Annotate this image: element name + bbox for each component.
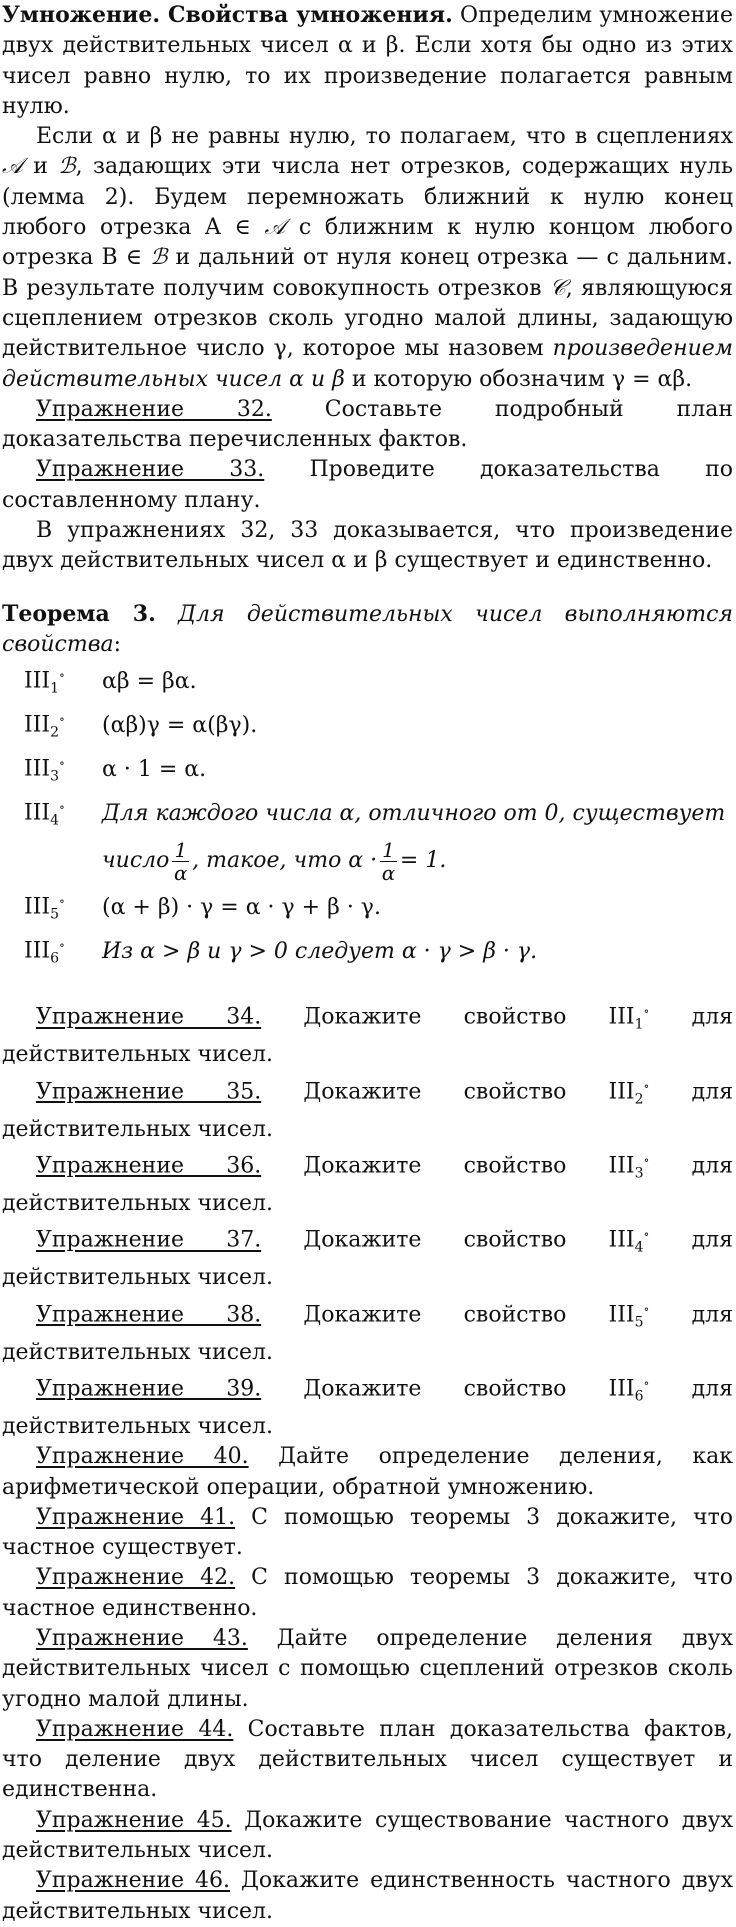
exercise-text: С помощью теоремы 3 докажите, что частное единственно. [2,1565,733,1621]
exercise-text: Составьте план доказательства фактов, что деление двух действительных чисел существует и единственна. [2,1716,733,1803]
property-row [24,792,733,836]
exercise-text: Докажите свойство III [261,1153,635,1179]
exercise-text: Дайте определение деления, как арифметической операции, обратной умножению. [2,1444,734,1500]
exercise-paragraph [2,1145,733,1219]
symbol-script-b: ℬ [150,245,168,271]
exercise-text: Проведите доказательства по составленному плану. [2,457,733,513]
exercise-paragraph [2,1368,733,1442]
property-subscript: 2 [634,1091,644,1108]
property-row [24,660,733,704]
exercise-label: Упражнение 34. [36,1004,262,1030]
property-circle-mark: ∘ [643,1152,650,1167]
symbol-script-a: 𝒜 [2,154,23,180]
property-row [24,930,733,974]
property-formula: Из α > β и γ > 0 следует α · γ > β · γ. [102,938,538,964]
exercise-text: Докажите свойство III [261,1004,635,1030]
exercise-text: для действительных чисел. [2,1153,733,1216]
exercise-paragraph [2,996,733,1070]
exercise-paragraph [2,1071,733,1145]
exercise-group-a [2,395,733,516]
property-subscript: 1 [50,680,59,697]
exercise-label: Упражнение 44. [36,1716,234,1742]
property-circle-mark: ∘ [59,800,65,815]
property-circle-mark: ∘ [643,1301,650,1316]
property-circle-mark: ∘ [643,1375,650,1390]
property-circle-mark: ∘ [59,938,65,953]
property-row [24,886,733,930]
property-label: $III_2^\circ$ [24,712,65,741]
exercise-label: Упражнение 46. [36,1868,231,1894]
property-formula: Для каждого числа α, отличного от 0, существует [102,800,726,826]
fraction-denominator: α [174,860,188,885]
exercise-paragraph [2,1442,733,1503]
exercise-text: С помощью теоремы 3 докажите, что частное существует. [2,1504,733,1561]
section-title: Умножение. Свойства умножения. [2,2,453,28]
exercise-text: Составьте подробный план доказательства перечисленных фактов. [2,396,733,453]
property-circle-mark: ∘ [643,1227,650,1242]
exercise-paragraph [2,1866,733,1927]
property-subscript: 6 [634,1388,644,1405]
property-label: $III_4^\circ$ [24,800,65,829]
symbol-script-a: 𝒜 [264,215,286,241]
exercise-text: для действительных чисел. [2,1301,733,1365]
property-label: $III_5^\circ$ [24,894,65,924]
property-formula: (αβ)γ = α(βγ). [102,712,258,738]
exercise-paragraph [2,455,733,516]
exercise-text: Докажите свойство III [261,1227,635,1253]
exercise-text: для действительных чисел. [2,1004,733,1068]
definition-text-5: и дальний от нуля конец отрезка — с дальним. В результате получим совокупность отрезков [2,245,733,301]
property-label: $III_3^\circ$ [24,756,65,785]
fraction-one-over-alpha [380,839,397,884]
exercise-label: Упражнение 41. [36,1504,236,1530]
exercise-text: для действительных чисел. [2,1376,733,1439]
property-subscript: 2 [50,724,59,741]
exercise-label: Упражнение 45. [36,1807,232,1833]
intro-paragraph [2,0,733,122]
property-formula: (α + β) · γ = α · γ + β · γ. [102,894,381,920]
exercise-paragraph [2,1219,733,1293]
exercise-group-b [2,996,733,1442]
theorem-colon: : [113,631,122,657]
exercise-group-c [2,1442,733,1927]
symbol-script-c: 𝒞 [549,275,566,301]
property-circle-mark: ∘ [59,756,65,771]
exercise-paragraph [2,1563,733,1624]
property-circle-mark: ∘ [643,1004,650,1019]
exercise-text: Докажите существование частного двух действительных чисел. [2,1807,734,1864]
property-subscript: 1 [634,1017,644,1034]
property-circle-mark: ∘ [59,894,65,909]
property-4-continuation [102,836,733,886]
exercise-label: Упражнение 38. [36,1301,262,1327]
exercise-paragraph [2,1503,733,1564]
theorem-statement [2,599,733,661]
remark-paragraph: В упражнениях 32, 33 доказывается, что произведение двух действительных чисел α и β существует и единственно. [2,518,733,574]
exercise-text: для действительных чисел. [2,1227,733,1291]
exercise-paragraph [2,1715,733,1806]
exercise-text: Докажите свойство III [261,1078,635,1104]
definition-text-4: с ближним к нулю концом любого отрезка B ∈ [2,215,734,271]
property-subscript: 4 [634,1239,644,1256]
exercise-label: Упражнение 32. [36,396,272,422]
property-circle-mark: ∘ [643,1078,650,1093]
exercise-label: Упражнение 40. [36,1444,249,1470]
definition-text-6: , являющуюся сцеплением отрезков сколь угодно малой длины, задающую действительное число γ, которое мы назовем [2,275,733,362]
exercise-label: Упражнение 42. [36,1565,236,1591]
fraction-numerator: 1 [382,837,395,862]
intro-text: Определим умножение двух действительных чисел α и β. Если хотя бы одно из этих чисел равно нулю, то их произведение полагается равным нулю. [2,3,733,119]
definition-text-7: и которую обозначим γ = αβ. [344,366,693,392]
exercise-label: Упражнение 43. [36,1625,248,1651]
exercise-paragraph [2,1294,733,1368]
property-subscript: 5 [50,907,59,924]
exercise-text: Докажите единственность частного двух действительных чисел. [2,1868,733,1924]
definition-text-2: и [22,154,59,180]
property-circle-mark: ∘ [59,668,65,683]
property-label: $III_1^\circ$ [24,668,65,697]
exercise-paragraph [2,1624,733,1715]
property-row [24,704,733,748]
exercise-text: Дайте определение деления двух действительных чисел с помощью сцеплений отрезков сколь угодно малой длины. [2,1625,734,1712]
property-4-text: , такое, что α · [192,848,378,874]
exercise-label: Упражнение 37. [36,1227,262,1253]
theorem-text: Для действительных чисел выполняются свойства [2,601,733,657]
property-subscript: 5 [634,1314,644,1331]
fraction-one-over-alpha [172,839,189,884]
property-label: $III_6^\circ$ [24,938,65,968]
exercise-label: Упражнение 39. [36,1376,262,1402]
definition-text-3: , задающих эти числа нет отрезков, содержащих нуль (лемма 2). Будем перемножать ближний к нулю конец любого отрезка A ∈ [2,154,733,241]
exercise-paragraph [2,395,733,456]
symbol-script-b: ℬ [58,154,76,180]
exercise-text: Докажите свойство III [261,1301,635,1327]
exercise-label: Упражнение 35. [36,1078,262,1104]
property-list [2,660,733,974]
property-4-text: число [102,848,170,874]
property-formula: αβ = βα. [102,668,197,694]
property-circle-mark: ∘ [59,712,65,727]
property-subscript: 3 [634,1165,644,1182]
property-4-text: = 1. [399,848,447,874]
property-subscript: 6 [50,951,59,968]
exercise-paragraph [2,1806,733,1867]
exercise-label: Упражнение 36. [36,1153,262,1179]
property-subscript: 3 [50,768,59,785]
definition-text-1: Если α и β не равны нулю, то полагаем, что в сцеплениях [36,124,733,150]
theorem-label: Теорема 3. [2,600,156,627]
defined-term: произведением действительных чисел α и β [2,336,733,392]
definition-paragraph [2,122,733,395]
fraction-numerator: 1 [174,837,188,862]
fraction-denominator: α [381,860,396,885]
exercise-text: для действительных чисел. [2,1078,733,1142]
exercise-label: Упражнение 33. [36,457,265,483]
property-subscript: 4 [50,813,59,829]
exercise-text: Докажите свойство III [261,1376,635,1402]
property-formula: α · 1 = α. [102,756,207,782]
property-row [24,748,733,792]
